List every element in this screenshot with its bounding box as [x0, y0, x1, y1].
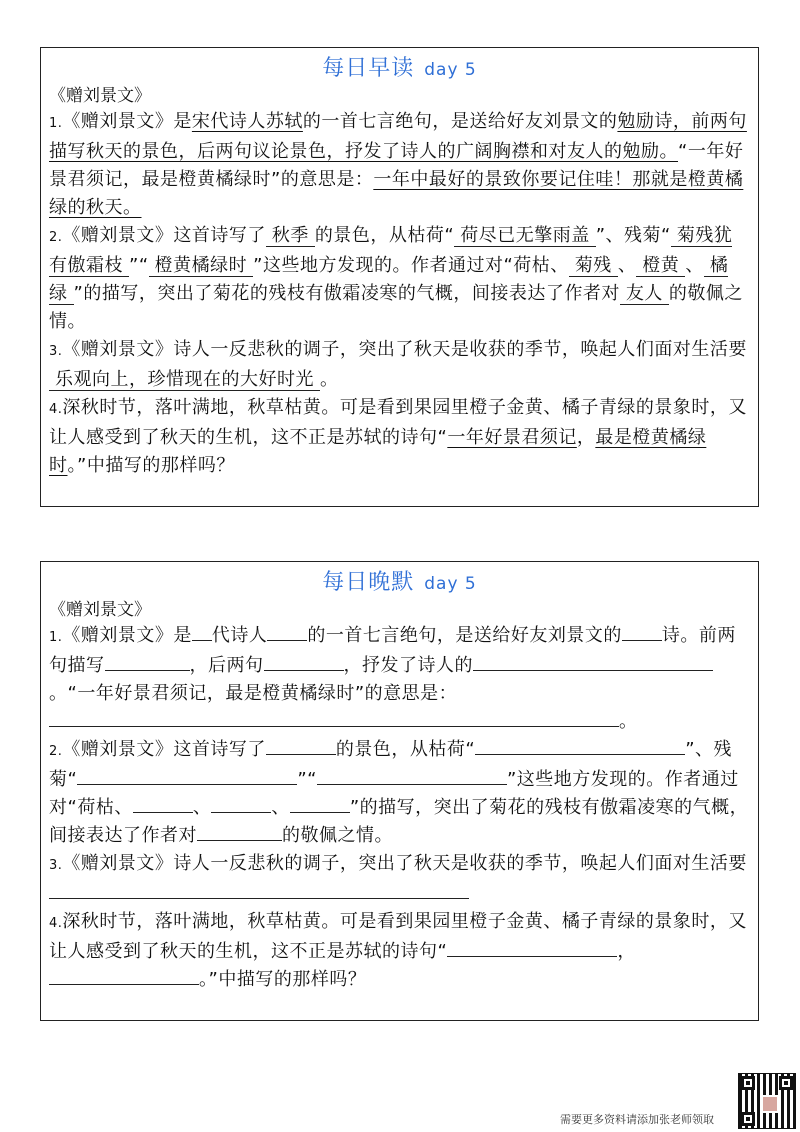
- q2-answer-chrysanthemum: 菊残犹有傲霜枝: [49, 225, 733, 276]
- eq1-blank-type[interactable]: [622, 622, 662, 641]
- q1-answer-author: 宋代诗人苏轼: [191, 111, 303, 132]
- eq2-text-g: 的敬佩之情。: [282, 825, 393, 846]
- q3-text-b: 。: [320, 369, 339, 390]
- q2-text-b: 的景色，从枯荷“: [314, 225, 455, 246]
- q2-answer-3: 橘绿: [49, 255, 729, 304]
- q1-text-c: “一年好景君须记，最是橙黄橘绿时”的意思是：: [49, 141, 744, 190]
- eq2-text-f: ”的描写，突出了菊花的残枝有傲霜凌寒的气概，间接表达了作者对: [49, 797, 749, 846]
- q2-number: 2.: [49, 230, 63, 245]
- morning-question-1: [49, 108, 750, 222]
- eq1-blank-poet[interactable]: [267, 622, 307, 641]
- qr-code-icon: [738, 1073, 796, 1129]
- q1-text-b: 的一首七言绝句，是送给好友刘景文的: [302, 111, 618, 132]
- eq1-blank-second-half[interactable]: [264, 652, 344, 671]
- evening-poem-title: 《赠刘景文》: [49, 600, 151, 620]
- q3-text-a: 《赠刘景文》诗人一反悲秋的调子，突出了秋天是收获的季节，唤起人们面对生活要: [62, 339, 747, 360]
- eq4-number: 4.: [49, 916, 63, 931]
- eq3-text-a: 《赠刘景文》诗人一反悲秋的调子，突出了秋天是收获的季节，唤起人们面对生活要: [62, 853, 747, 874]
- morning-title: [49, 54, 750, 84]
- q2-answer-orange: 橙黄橘绿时: [149, 255, 254, 277]
- evening-title: [49, 568, 750, 598]
- q2-answer-1: 菊残: [569, 255, 618, 277]
- eq2-sep-2: 、: [271, 797, 290, 818]
- evening-title-text: 每日晚默: [322, 570, 415, 595]
- qr-finder-1: [741, 1076, 755, 1090]
- eq4-text-a: 深秋时节，落叶满地，秋草枯黄。可是看到果园里橙子金黄、橘子青绿的景象时，又让人感受到了秋天的生机，这不正是苏轼的诗句“: [49, 911, 747, 962]
- eq4-text-b: 。”中描写的那样吗？: [199, 969, 367, 990]
- q2-text-c: ”、残菊“: [595, 225, 671, 246]
- morning-poem-title: 《赠刘景文》: [49, 86, 151, 106]
- morning-question-3: [49, 336, 750, 394]
- q2-answer-lotus: 荷尽已无擎雨盖: [454, 225, 596, 247]
- eq2-blank-chrysanthemum[interactable]: [77, 766, 297, 785]
- morning-day-label: day 5: [424, 60, 477, 80]
- q4-sep: ，: [576, 427, 596, 448]
- eq2-blank-lotus-a[interactable]: [475, 736, 665, 755]
- q2-sep-2: 、: [685, 255, 704, 276]
- q2-text-f: ”的描写，突出了菊花的残枝有傲霜凌寒的气概，间接表达了作者对: [73, 283, 620, 304]
- eq1-blank-first-half[interactable]: [105, 652, 190, 671]
- eq2-text-a: 《赠刘景文》这首诗写了: [62, 739, 266, 760]
- eq2-blank-3[interactable]: [290, 794, 350, 813]
- q2-text-d: ”“: [129, 255, 149, 276]
- morning-reading-card: [40, 47, 759, 507]
- morning-title-text: 每日早读: [322, 56, 415, 81]
- q4-number: 4.: [49, 402, 63, 417]
- q2-text-g: 的敬佩之情。: [49, 283, 743, 332]
- eq2-text-b: 的景色，从枯荷“: [335, 739, 476, 760]
- eq1-blank-feeling-a[interactable]: [473, 652, 493, 671]
- eq1-text-g: 。“一年好景君须记，最是橙黄橘绿时”的意思是：: [49, 683, 458, 704]
- eq4-sep: ，: [617, 941, 636, 962]
- footer-note: 需要更多资料请添加张老师领取: [560, 1113, 714, 1126]
- eq1-text-b: 代诗人: [211, 625, 268, 646]
- q1-answer-theme: 勉励诗，前两句描写秋天的景色，后两句议论景色，抒发了诗人的广阔胸襟和对友人的勉励。: [49, 111, 747, 162]
- q4-answer-line1: 一年好景君须记: [447, 427, 577, 448]
- q4-answer-line2: 最是橙黄橘绿时: [49, 427, 707, 476]
- eq1-text-e: ，后两句: [189, 655, 264, 676]
- q2-text-e: ”这些地方发现的。作者通过对“荷枯、: [253, 255, 569, 276]
- eq1-blank-dynasty[interactable]: [192, 622, 212, 641]
- eq2-blank-1[interactable]: [133, 794, 193, 813]
- evening-question-2: [49, 736, 750, 850]
- eq2-text-e: ”这些地方发现的。作者通过对“荷枯、: [49, 769, 739, 818]
- eq2-text-d: ”“: [297, 769, 317, 790]
- eq1-text-d: 诗。前两句描写: [49, 625, 736, 676]
- eq1-number: 1.: [49, 630, 63, 645]
- q2-text-a: 《赠刘景文》这首诗写了: [62, 225, 266, 246]
- evening-question-1: [49, 622, 750, 736]
- q1-answer-meaning: 一年中最好的景致你要记住哇！那就是橙黄橘绿的秋天。: [49, 169, 744, 218]
- q2-answer-friend: 友人: [620, 283, 669, 305]
- evening-recitation-card: [40, 561, 759, 1021]
- eq4-blank-line2[interactable]: [49, 966, 199, 985]
- q2-answer-season: 秋季: [266, 225, 315, 247]
- q3-answer: 乐观向上，珍惜现在的大好时光: [49, 369, 320, 391]
- eq1-blank-meaning[interactable]: [49, 708, 619, 727]
- eq4-blank-line1-b[interactable]: [467, 938, 617, 957]
- eq4-blank-line1-a[interactable]: [447, 938, 467, 957]
- eq1-text-c: 的一首七言绝句，是送给好友刘景文的: [307, 625, 622, 646]
- q3-number: 3.: [49, 344, 63, 359]
- eq3-blank-attitude[interactable]: [49, 880, 469, 899]
- evening-day-label: day 5: [424, 574, 477, 594]
- q2-sep-1: 、: [617, 255, 637, 276]
- eq1-blank-feeling-b[interactable]: [493, 652, 713, 671]
- eq2-number: 2.: [49, 744, 63, 759]
- eq3-number: 3.: [49, 858, 63, 873]
- eq2-blank-2[interactable]: [211, 794, 271, 813]
- eq1-text-f: ，抒发了诗人的: [343, 655, 473, 676]
- eq2-blank-season[interactable]: [266, 736, 336, 755]
- morning-question-4: [49, 394, 750, 480]
- q4-text-b: 。”中描写的那样吗？: [67, 455, 235, 476]
- eq2-text-c: ”、残菊“: [49, 739, 733, 790]
- q4-text-a: 深秋时节，落叶满地，秋草枯黄。可是看到果园里橙子金黄、橘子青绿的景象时，又让人感受到了秋天的生机，这不正是苏轼的诗句“: [49, 397, 747, 448]
- morning-question-2: [49, 222, 750, 336]
- eq2-blank-lotus-b[interactable]: [665, 736, 685, 755]
- eq2-blank-friend[interactable]: [197, 822, 282, 841]
- evening-question-3: [49, 850, 750, 908]
- qr-finder-2: [779, 1076, 793, 1090]
- evening-question-4: [49, 908, 750, 994]
- qr-finder-3: [741, 1112, 755, 1126]
- q1-text-a: 《赠刘景文》是: [62, 111, 192, 132]
- eq1-text-a: 《赠刘景文》是: [62, 625, 192, 646]
- eq2-sep-1: 、: [192, 797, 212, 818]
- qr-logo: [761, 1095, 779, 1113]
- eq1-text-h: 。: [619, 711, 638, 732]
- q1-number: 1.: [49, 116, 63, 131]
- eq2-blank-orange[interactable]: [317, 766, 507, 785]
- q2-answer-2: 橙黄: [636, 255, 685, 277]
